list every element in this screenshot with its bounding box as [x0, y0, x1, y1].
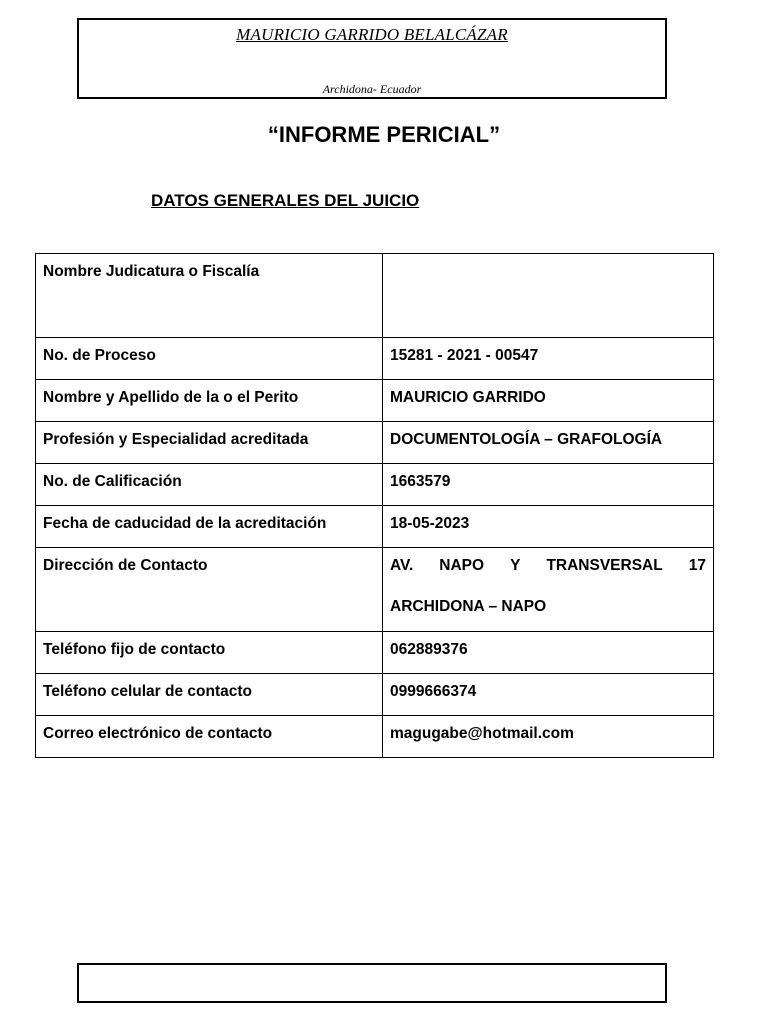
row-value: 18-05-2023: [383, 506, 714, 548]
row-value: 062889376: [383, 632, 714, 674]
row-label: Teléfono fijo de contacto: [36, 632, 383, 674]
row-value: 1663579: [383, 464, 714, 506]
table-row: [36, 716, 714, 758]
table-row: [36, 380, 714, 422]
header-name: MAURICIO GARRIDO BELALCÁZAR: [236, 25, 508, 44]
document-title: “INFORME PERICIAL”: [267, 122, 501, 147]
row-value: 15281 - 2021 - 00547: [383, 338, 714, 380]
footer-box: [77, 963, 667, 1003]
address-word: Y: [510, 557, 521, 574]
row-label: Teléfono celular de contacto: [36, 674, 383, 716]
table-row: [36, 254, 714, 338]
row-label: Correo electrónico de contacto: [36, 716, 383, 758]
address-line-1: [390, 557, 706, 574]
row-value: DOCUMENTOLOGÍA – GRAFOLOGÍA: [383, 422, 714, 464]
table-row: [36, 632, 714, 674]
row-label: Dirección de Contacto: [36, 548, 383, 632]
header-box: [77, 18, 667, 99]
row-value: 0999666374: [383, 674, 714, 716]
address-word: AV.: [390, 557, 414, 574]
section-title: DATOS GENERALES DEL JUICIO: [151, 191, 420, 210]
address-line-2: ARCHIDONA – NAPO: [390, 598, 547, 615]
row-label: Profesión y Especialidad acreditada: [36, 422, 383, 464]
row-label: No. de Proceso: [36, 338, 383, 380]
address-word: 17: [688, 557, 706, 574]
header-place: Archidona- Ecuador: [322, 82, 422, 96]
row-label: Nombre y Apellido de la o el Perito: [36, 380, 383, 422]
row-label: Fecha de caducidad de la acreditación: [36, 506, 383, 548]
case-data-table: [35, 253, 714, 758]
table-row: [36, 548, 714, 632]
table-row: [36, 674, 714, 716]
row-value-address: [383, 548, 714, 632]
address-word: TRANSVERSAL: [546, 557, 663, 574]
table-row: [36, 464, 714, 506]
row-value: magugabe@hotmail.com: [383, 716, 714, 758]
address-word: NAPO: [439, 557, 485, 574]
table-row: [36, 338, 714, 380]
row-value: [383, 254, 714, 338]
row-label: Nombre Judicatura o Fiscalía: [36, 254, 383, 338]
table-row: [36, 422, 714, 464]
table-row: [36, 506, 714, 548]
row-value: MAURICIO GARRIDO: [383, 380, 714, 422]
row-label: No. de Calificación: [36, 464, 383, 506]
